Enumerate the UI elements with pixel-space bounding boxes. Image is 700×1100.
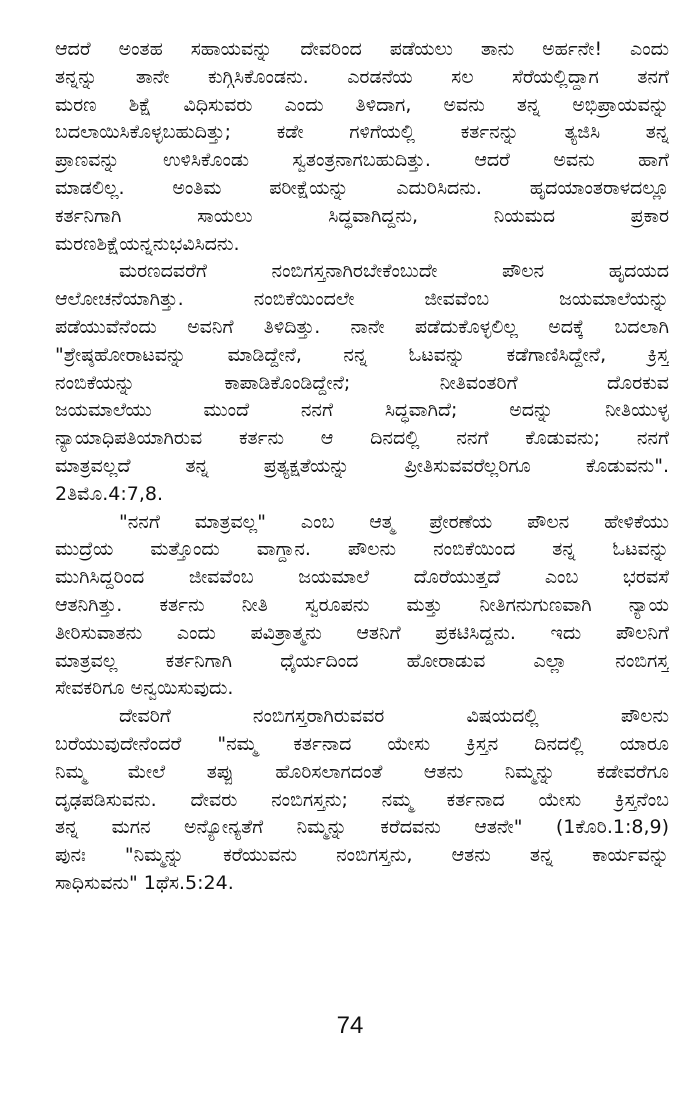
text-line: ನಿಮ್ಮ ಮೇಲೆ ತಪ್ಪು ಹೊರಿಸಲಾಗದಂತೆ ಆತನು ನಿಮ್ಮನ್ನು ಕಡೇವರೆಗೂ: [55, 760, 669, 783]
text-line: ಆತನಿಗಿತ್ತು. ಕರ್ತನು ನೀತಿ ಸ್ವರೂಪನು ಮತ್ತು ನೀತಿಗನುಗುಣವಾಗಿ ನ್ಯಾಯ: [55, 593, 669, 616]
paragraph: [55, 36, 669, 258]
text-line: ನ್ಯಾಯಾಧಿಪತಿಯಾಗಿರುವ ಕರ್ತನು ಆ ದಿನದಲ್ಲಿ ನನಗೆ ಕೊಡುವನು; ನನಗೆ: [55, 427, 669, 450]
text-line: ಸೇವಕರಿಗೂ ಅನ್ವಯಿಸುವುದು.: [55, 677, 234, 700]
text-line: "ನನಗೆ ಮಾತ್ರವಲ್ಲ" ಎಂಬ ಆತ್ಮ ಪ್ರೇರಣೆಯ ಪೌಲನ ಹೇಳಿಕೆಯು: [119, 510, 669, 533]
text-line: ಜಯಮಾಲೆಯು ಮುಂದೆ ನನಗೆ ಸಿದ್ಧವಾಗಿದೆ; ಅದನ್ನು ನೀತಿಯುಳ್ಳ: [55, 399, 669, 422]
page-number: 74: [336, 1012, 364, 1039]
text-line: ದೃಢಪಡಿಸುವನು. ದೇವರು ನಂಬಿಗಸ್ತನು; ನಮ್ಮ ಕರ್ತನಾದ ಯೇಸು ಕ್ರಿಸ್ತನೆಂಬ: [55, 788, 669, 811]
text-line: ನಂಬಿಕೆಯನ್ನು ಕಾಪಾಡಿಕೊಂಡಿದ್ದೇನೆ; ನೀತಿವಂತರಿಗೆ ದೊರಕುವ: [55, 371, 669, 394]
text-line: ಮುದ್ರೆಯ ಮತ್ತೊಂದು ವಾಗ್ದಾನ. ಪೌಲನು ನಂಬಿಕೆಯಿಂದ ತನ್ನ ಓಟವನ್ನು: [55, 538, 669, 561]
text-line: ಮರಣ ಶಿಕ್ಷೆ ವಿಧಿಸುವರು ಎಂದು ತಿಳಿದಾಗ, ಅವನು ತನ್ನ ಅಭಿಪ್ರಾಯವನ್ನು: [55, 93, 669, 116]
paragraph: [55, 703, 669, 898]
text-line: 2ತಿಮೊ.4:7,8.: [55, 482, 164, 505]
text-line: ಪ್ರಾಣವನ್ನು ಉಳಿಸಿಕೊಂಡು ಸ್ವತಂತ್ರನಾಗಬಹುದಿತ್ತು. ಆದರೆ ಅವನು ಹಾಗೆ: [55, 149, 669, 172]
text-line: "ಶ್ರೇಷ್ಠಹೋರಾಟವನ್ನು ಮಾಡಿದ್ದೇನೆ, ನನ್ನ ಓಟವನ್ನು ಕಡೆಗಾಣಿಸಿದ್ದೇನೆ, ಕ್ರಿಸ್ತ: [55, 343, 669, 366]
page-body: [55, 36, 669, 898]
text-line: ದೇವರಿಗೆ ನಂಬಿಗಸ್ತರಾಗಿರುವವರ ವಿಷಯದಲ್ಲಿ ಪೌಲನು: [119, 705, 669, 728]
text-line: ಆದರೆ ಅಂತಹ ಸಹಾಯವನ್ನು ದೇವರಿಂದ ಪಡೆಯಲು ತಾನು ಅರ್ಹನೇ! ಎಂದು: [55, 38, 669, 60]
text-line: ಪುನಃ "ನಿಮ್ಮನ್ನು ಕರೆಯುವನು ನಂಬಿಗಸ್ತನು, ಆತನು ತನ್ನ ಕಾರ್ಯವನ್ನು: [55, 844, 669, 867]
text-line: ಮರಣಶಿಕ್ಷೆಯನ್ನನುಭವಿಸಿದನು.: [55, 232, 240, 255]
paragraph: [55, 509, 669, 704]
text-line: ಬದಲಾಯಿಸಿಕೊಳ್ಳಬಹುದಿತ್ತು; ಕಡೇ ಗಳಿಗೆಯಲ್ಲಿ ಕರ್ತನನ್ನು ತ್ಯಜಿಸಿ ತನ್ನ: [55, 121, 669, 144]
text-line: ತನ್ನನ್ನು ತಾನೇ ಕುಗ್ಗಿಸಿಕೊಂಡನು. ಎರಡನೆಯ ಸಲ ಸೆರೆಯಲ್ಲಿದ್ದಾಗ ತನಗೆ: [55, 65, 669, 88]
text-line: ತನ್ನ ಮಗನ ಅನ್ಯೋನ್ಯತೆಗೆ ನಿಮ್ಮನ್ನು ಕರೆದವನು ಆತನೇ" (1ಕೊರಿ.1:8,9): [55, 816, 669, 839]
text-line: ತೀರಿಸುವಾತನು ಎಂದು ಪವಿತ್ರಾತ್ಮನು ಆತನಿಗೆ ಪ್ರಕಟಿಸಿದ್ದನು. ಇದು ಪೌಲನಿಗೆ: [55, 621, 669, 644]
text-line: ಮಾಡಲಿಲ್ಲ. ಅಂತಿಮ ಪರೀಕ್ಷೆಯನ್ನು ಎದುರಿಸಿದನು. ಹೃದಯಾಂತರಾಳದಲ್ಲೂ: [55, 176, 669, 199]
text-line: ಪಡೆಯುವೆನೆಂದು ಅವನಿಗೆ ತಿಳಿದಿತ್ತು. ನಾನೇ ಪಡೆದುಕೊಳ್ಳಲಿಲ್ಲ ಅದಕ್ಕೆ ಬದಲಾಗಿ: [55, 315, 669, 338]
text-line: ಬರೆಯುವುದೇನೆಂದರೆ "ನಮ್ಮ ಕರ್ತನಾದ ಯೇಸು ಕ್ರಿಸ್ತನ ದಿನದಲ್ಲಿ ಯಾರೂ: [55, 732, 669, 755]
text-line: ಆಲೋಚನೆಯಾಗಿತ್ತು. ನಂಬಿಕೆಯಿಂದಲೇ ಜೀವವೆಂಬ ಜಯಮಾಲೆಯನ್ನು: [55, 288, 669, 311]
paragraph: [55, 258, 669, 508]
text-line: ಮಾತ್ರವಲ್ಲದೆ ತನ್ನ ಪ್ರತ್ಯಕ್ಷತೆಯನ್ನು ಪ್ರೀತಿಸುವವರೆಲ್ಲರಿಗೂ ಕೊಡುವನು".: [55, 454, 669, 477]
text-line: ಮರಣದವರೆಗೆ ನಂಬಿಗಸ್ತನಾಗಿರಬೇಕೆಂಬುದೇ ಪೌಲನ ಹೃದಯದ: [119, 260, 669, 283]
text-line: ಮುಗಿಸಿದ್ದರಿಂದ ಜೀವವೆಂಬ ಜಯಮಾಲೆ ದೊರೆಯುತ್ತದೆ ಎಂಬ ಭರವಸೆ: [55, 566, 669, 589]
text-line: ಸಾಧಿಸುವನು" 1ಥೆಸ.5:24.: [55, 871, 234, 894]
text-line: ಕರ್ತನಿಗಾಗಿ ಸಾಯಲು ಸಿದ್ಧವಾಗಿದ್ದನು, ನಿಯಮದ ಪ್ರಕಾರ: [55, 204, 669, 227]
text-line: ಮಾತ್ರವಲ್ಲ ಕರ್ತನಿಗಾಗಿ ಧೈರ್ಯದಿಂದ ಹೋರಾಡುವ ಎಲ್ಲಾ ನಂಬಿಗಸ್ತ: [55, 649, 669, 672]
